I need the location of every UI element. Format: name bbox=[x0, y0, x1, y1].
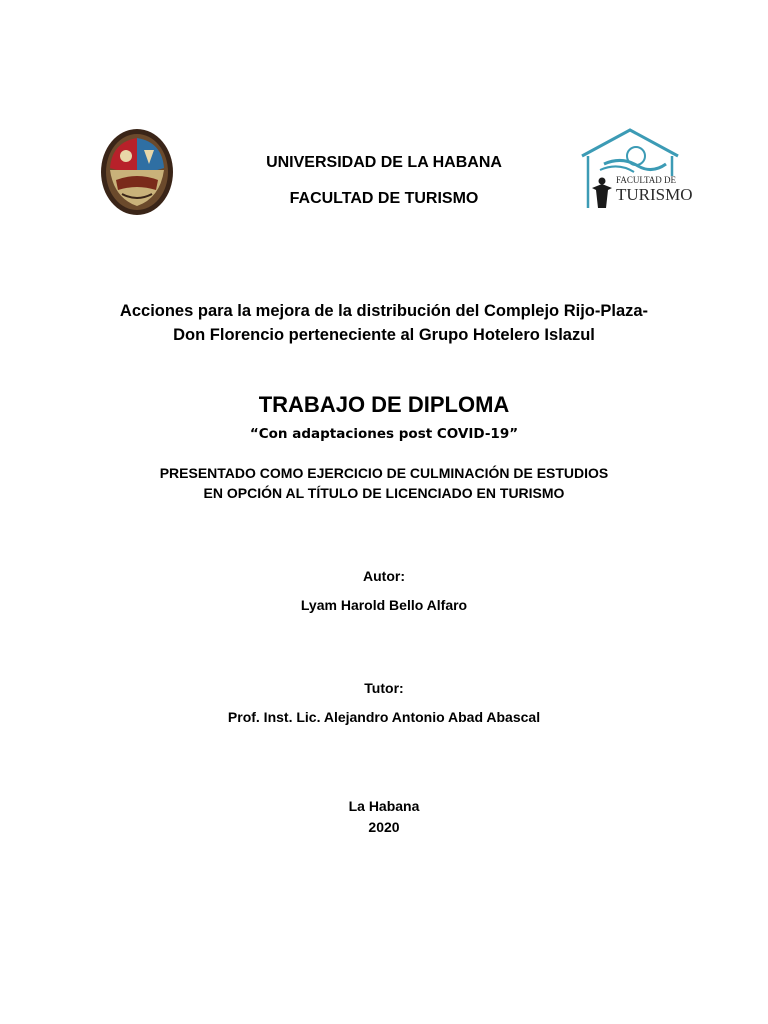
tutor-label: Tutor: bbox=[364, 680, 404, 696]
university-name: UNIVERSIDAD DE LA HABANA bbox=[266, 154, 502, 171]
document-type: TRABAJO DE DIPLOMA bbox=[258, 392, 510, 417]
presentation-line-2: EN OPCIÓN AL TÍTULO DE LICENCIADO EN TURISMO bbox=[203, 485, 565, 501]
document-subtitle: “Con adaptaciones post COVID-19” bbox=[249, 426, 519, 442]
author-name: Lyam Harold Bello Alfaro bbox=[300, 597, 468, 613]
author-label: Autor: bbox=[363, 568, 405, 584]
year: 2020 bbox=[368, 819, 400, 835]
faculty-logo-name: TURISMO bbox=[616, 185, 693, 204]
tutor-name: Prof. Inst. Lic. Alejandro Antonio Abad Abascal bbox=[227, 709, 541, 725]
place: La Habana bbox=[348, 798, 420, 814]
thesis-title-line-1: Acciones para la mejora de la distribución del Complejo Rijo-Plaza- bbox=[119, 302, 649, 320]
thesis-title-line-2: Don Florencio perteneciente al Grupo Hotelero Islazul bbox=[173, 326, 595, 344]
faculty-logo-caption: FACULTAD DE bbox=[616, 175, 677, 185]
faculty-name: FACULTAD DE TURISMO bbox=[289, 190, 479, 207]
presentation-line-1: PRESENTADO COMO EJERCICIO DE CULMINACIÓN DE ESTUDIOS bbox=[159, 465, 609, 481]
